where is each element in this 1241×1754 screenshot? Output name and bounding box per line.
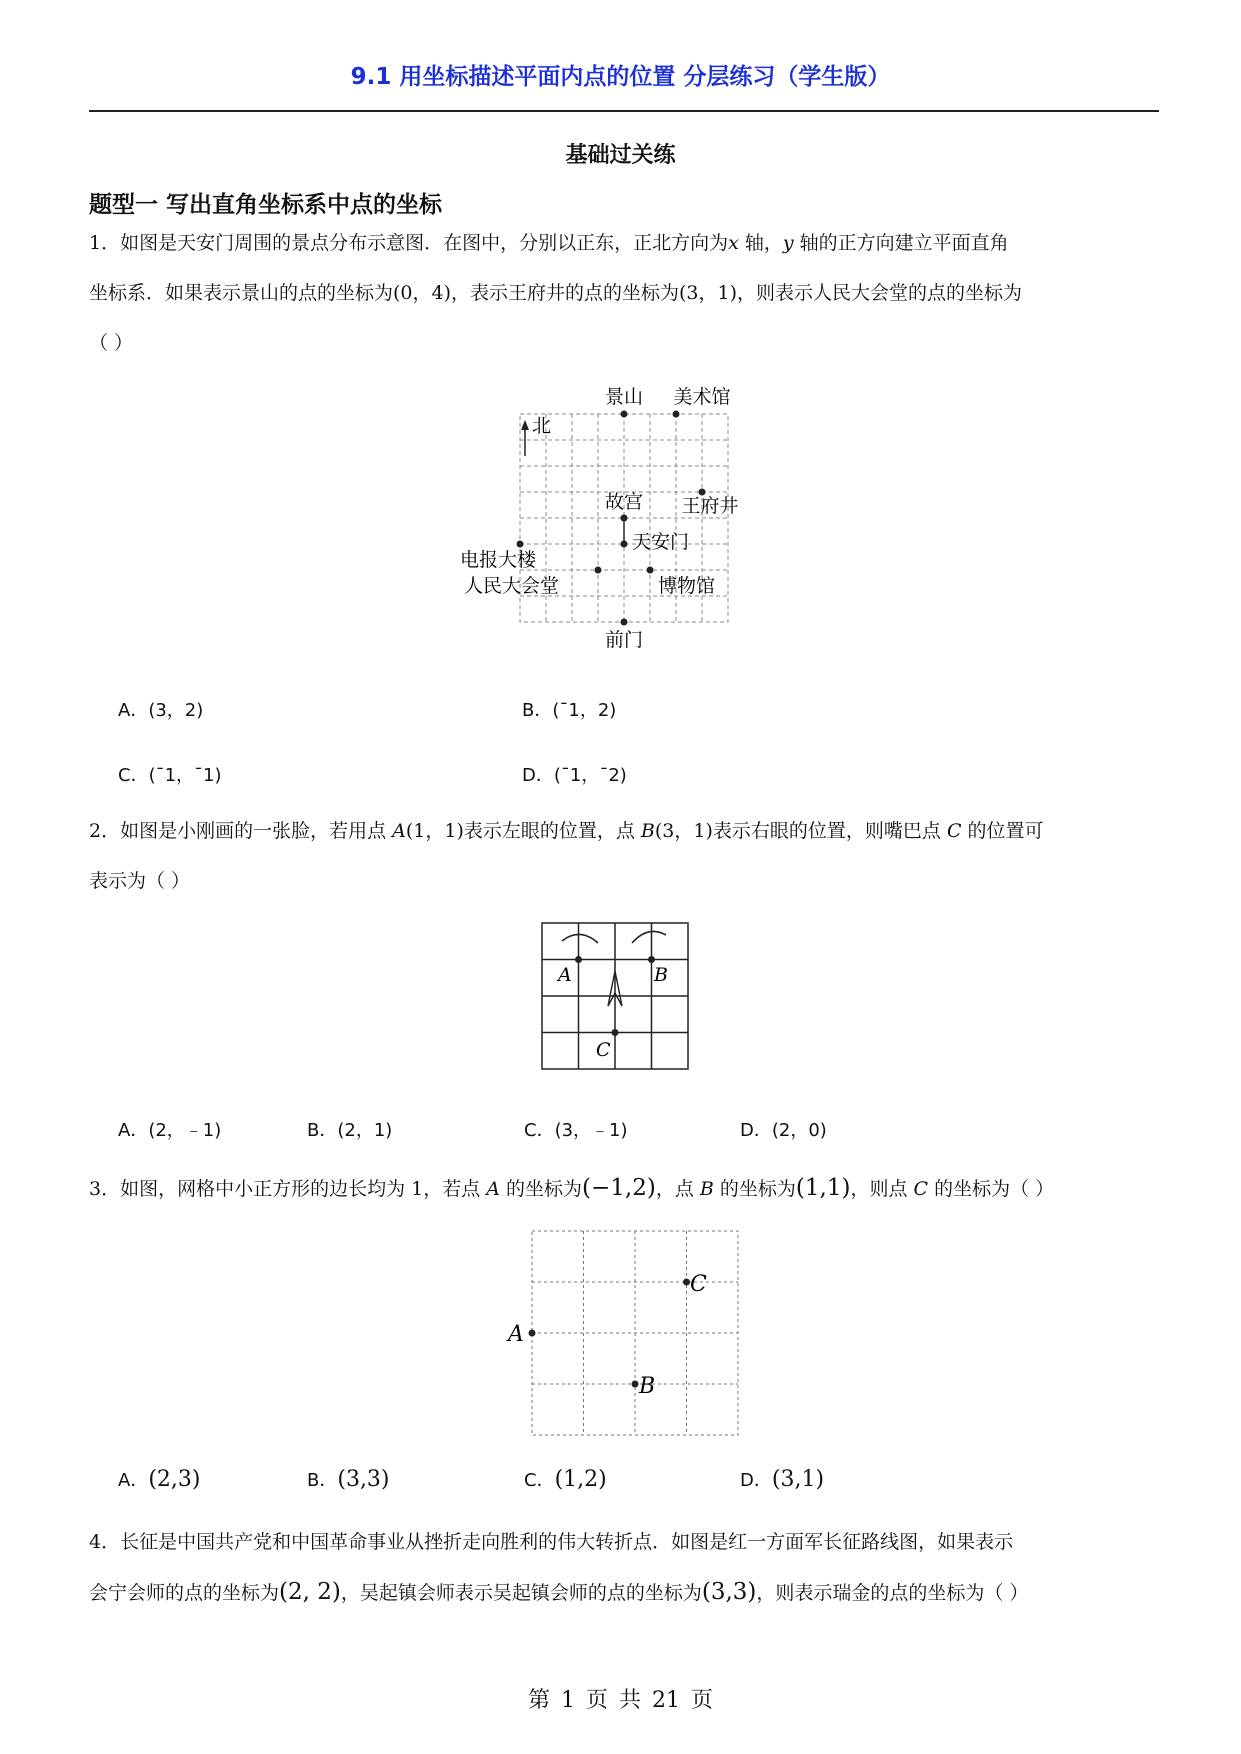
point-jingshan xyxy=(621,411,628,418)
label-B: B xyxy=(639,1374,656,1399)
label-jingshan: 景山 xyxy=(604,386,644,408)
question-1-figure xyxy=(460,382,760,652)
header-divider xyxy=(89,110,1159,112)
q1-option-c: C．(¯1，¯1) xyxy=(118,765,222,786)
point-A xyxy=(575,956,582,963)
q2-option-b: B．(2，1) xyxy=(307,1120,393,1141)
q3-option-c: C．(1,2) xyxy=(524,1467,607,1492)
question-4-text xyxy=(89,1517,1164,1618)
question-type-heading: 题型一 写出直角坐标系中点的坐标 xyxy=(89,192,443,218)
section-title: 基础过关练 xyxy=(565,143,676,168)
q2-option-a: A．(2，﹣1) xyxy=(118,1120,222,1141)
point-renmin xyxy=(595,567,602,574)
label-C: C xyxy=(596,1039,611,1061)
q3-grid xyxy=(532,1231,738,1435)
question-2-line-1: 2．如图是小刚画的一张脸，若用点 A(1，1)表示左眼的位置，点 B(3，1)表示右眼的位置，则嘴巴点 C 的位置可 xyxy=(89,820,1044,842)
label-gugong: 故宫 xyxy=(604,491,644,513)
question-1-line-2: 坐标系．如果表示景山的点的坐标为(0，4)，表示王府井的点的坐标为(3，1)，则表示人民大会堂的点的坐标为 xyxy=(89,282,1023,304)
question-3-figure xyxy=(500,1228,740,1438)
point-C xyxy=(612,1029,619,1036)
label-B: B xyxy=(654,964,668,986)
q2-option-d: D．(2，0) xyxy=(740,1120,827,1141)
north-label: 北 xyxy=(532,415,552,437)
q2-grid xyxy=(542,923,688,1069)
question-4-line-1: 4．长征是中国共产党和中国革命事业从挫折走向胜利的伟大转折点．如图是红一方面军长征路线图，如果表示 xyxy=(89,1531,1014,1553)
question-1-text xyxy=(89,218,1164,368)
point-C xyxy=(683,1279,690,1286)
point-B xyxy=(648,956,655,963)
label-meishuguan: 美术馆 xyxy=(673,386,731,408)
q3-option-d: D．(3,1) xyxy=(740,1467,825,1492)
label-wangfujing: 王府井 xyxy=(681,495,739,517)
left-eyebrow xyxy=(562,934,598,943)
question-1-line-1: 1．如图是天安门周围的景点分布示意图．在图中，分别以正东，正北方向为x 轴，y 轴的正方向建立平面直角 xyxy=(89,232,1009,254)
point-A xyxy=(529,1330,536,1337)
north-arrow-icon xyxy=(521,420,529,456)
q1-option-a: A．(3，2) xyxy=(118,700,204,721)
q1-option-d: D．(¯1，¯2) xyxy=(522,765,627,786)
label-renmin: 人民大会堂 xyxy=(464,575,560,597)
point-qianmen xyxy=(621,619,628,626)
question-3-line-1: 3．如图，网格中小正方形的边长均为 1，若点 A 的坐标为(−1,2)，点 B 的坐标为(1,1)，则点 C 的坐标为（ ） xyxy=(89,1175,1055,1201)
label-tiananmen: 天安门 xyxy=(632,531,690,553)
label-dianbao: 电报大楼 xyxy=(460,549,537,571)
label-A: A xyxy=(508,1322,524,1347)
question-3-text xyxy=(89,1163,1164,1214)
point-dianbao xyxy=(517,541,524,548)
q3-option-b: B．(3,3) xyxy=(307,1467,390,1492)
point-meishuguan xyxy=(673,411,680,418)
label-bowuguan: 博物馆 xyxy=(658,575,716,597)
question-2-text xyxy=(89,806,1164,906)
q2-option-c: C．(3，﹣1) xyxy=(524,1120,628,1141)
point-bowuguan xyxy=(647,567,654,574)
label-C: C xyxy=(690,1272,707,1297)
q1-option-b: B．(¯1，2) xyxy=(522,700,617,721)
point-B xyxy=(632,1381,639,1388)
label-qianmen: 前门 xyxy=(604,629,644,651)
question-1-line-3: （ ） xyxy=(89,332,134,354)
label-A: A xyxy=(558,964,572,986)
document-title: 9.1 用坐标描述平面内点的位置 分层练习（学生版） xyxy=(350,64,891,90)
question-2-figure xyxy=(540,921,690,1071)
q3-option-a: A．(2,3) xyxy=(118,1467,201,1492)
right-eyebrow xyxy=(632,931,666,943)
question-4-line-2: 会宁会师的点的坐标为(2, 2)，吴起镇会师表示吴起镇会师的点的坐标为(3,3)，则表示瑞金的点的坐标为（ ） xyxy=(89,1579,1029,1605)
page-footer: 第 1 页 共 21 页 xyxy=(528,1688,713,1713)
question-2-line-2: 表示为（ ） xyxy=(89,870,191,892)
